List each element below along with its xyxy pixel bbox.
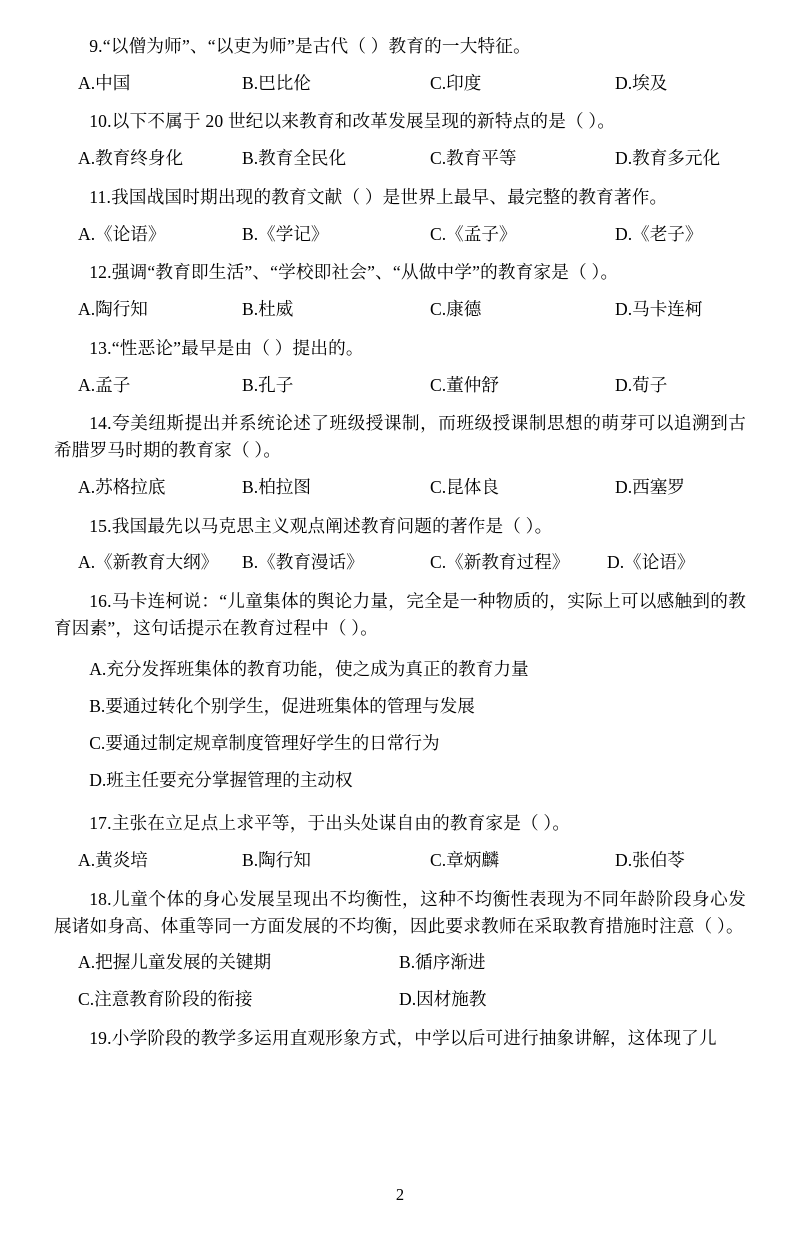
- question-item: [54, 254, 746, 327]
- question-item: [54, 179, 746, 252]
- question-item: [54, 28, 746, 101]
- question-stem: 15.我国最先以马克思主义观点阐述教育问题的著作是（ ）。: [89, 515, 553, 536]
- question-item: [54, 330, 746, 403]
- question-list: [54, 28, 746, 1057]
- option-d[interactable]: D.《论语》: [607, 552, 695, 573]
- option-d[interactable]: D.因材施教: [399, 989, 487, 1010]
- option-c[interactable]: C.昆体良: [430, 476, 499, 497]
- option-a[interactable]: A.教育终身化: [78, 148, 184, 169]
- question-item: [54, 508, 746, 581]
- option-row: [54, 981, 746, 1018]
- option-c[interactable]: C.《孟子》: [430, 223, 517, 244]
- page-number: 2: [395, 1185, 405, 1204]
- option-b[interactable]: B.教育全民化: [242, 148, 347, 169]
- question-item: [54, 103, 746, 176]
- question-item: [54, 881, 746, 1018]
- question-stem: 9.“以僧为师”、“以吏为师”是古代（ ）教育的一大特征。: [89, 36, 531, 56]
- question-item: [54, 405, 746, 505]
- option-a[interactable]: A.中国: [78, 72, 131, 93]
- option-b[interactable]: B.循序渐进: [399, 952, 486, 973]
- option-d[interactable]: D.埃及: [615, 72, 668, 93]
- question-stem: 10.以下不属于 20 世纪以来教育和改革发展呈现的新特点的是（ ）。: [89, 111, 616, 132]
- option-a[interactable]: A.把握儿童发展的关键期: [78, 952, 272, 973]
- question-stem: 14.夸美纽斯提出并系统论述了班级授课制，而班级授课制思想的萌芽可以追溯到古希腊罗马时期的教育家（ ）。: [54, 413, 746, 461]
- option-c[interactable]: C.要通过制定规章制度管理好学生的日常行为: [89, 732, 440, 753]
- option-b[interactable]: B.要通过转化个别学生，促进班集体的管理与发展: [89, 696, 475, 717]
- option-b[interactable]: B.杜威: [242, 299, 294, 320]
- option-a[interactable]: A.黄炎培: [78, 850, 148, 871]
- option-c[interactable]: C.康德: [430, 299, 482, 320]
- question-stem: 11.我国战国时期出现的教育文献（ ）是世界上最早、最完整的教育著作。: [89, 186, 668, 207]
- option-list: [54, 646, 746, 803]
- option-c[interactable]: C.教育平等: [430, 148, 517, 169]
- option-d[interactable]: D.西塞罗: [615, 476, 685, 497]
- question-stem: 17.主张在立足点上求平等，于出头处谋自由的教育家是（ ）。: [89, 813, 571, 834]
- option-a[interactable]: A.《论语》: [78, 223, 166, 244]
- option-b[interactable]: B.《教育漫话》: [242, 552, 364, 573]
- option-c[interactable]: C.注意教育阶段的衔接: [78, 989, 253, 1010]
- option-d[interactable]: D.班主任要充分掌握管理的主动权: [89, 769, 353, 790]
- option-row: [54, 469, 746, 506]
- option-d[interactable]: D.马卡连柯: [615, 299, 703, 320]
- option-a[interactable]: A.苏格拉底: [78, 476, 166, 497]
- option-d[interactable]: D.张伯苓: [615, 850, 685, 871]
- option-c[interactable]: C.《新教育过程》: [430, 552, 570, 573]
- question-item: [54, 1020, 746, 1057]
- option-b[interactable]: B.孔子: [242, 374, 294, 395]
- option-row: [54, 544, 746, 581]
- question-item: [54, 583, 746, 803]
- option-row: [54, 842, 746, 879]
- question-stem: 16.马卡连柯说：“儿童集体的舆论力量，完全是一种物质的，实际上可以感触到的教育因素”，这句话提示在教育过程中（ ）。: [54, 591, 746, 638]
- option-row: [54, 140, 746, 177]
- option-d[interactable]: D.教育多元化: [615, 148, 721, 169]
- option-d[interactable]: D.荀子: [615, 374, 668, 395]
- option-row: [54, 216, 746, 253]
- option-a[interactable]: A.孟子: [78, 374, 131, 395]
- option-c[interactable]: C.印度: [430, 72, 482, 93]
- option-b[interactable]: B.陶行知: [242, 850, 311, 871]
- option-a[interactable]: A.充分发挥班集体的教育功能，使之成为真正的教育力量: [89, 659, 529, 680]
- option-b[interactable]: B.巴比伦: [242, 72, 311, 93]
- option-b[interactable]: B.柏拉图: [242, 476, 311, 497]
- question-stem: 12.强调“教育即生活”、“学校即社会”、“从做中学”的教育家是（ ）。: [89, 262, 619, 283]
- option-row: [54, 65, 746, 102]
- option-row: [54, 367, 746, 404]
- option-row: [54, 944, 746, 981]
- question-item: [54, 805, 746, 878]
- option-row: [54, 291, 746, 328]
- option-c[interactable]: C.章炳麟: [430, 850, 499, 871]
- question-stem: 18.儿童个体的身心发展呈现出不均衡性，这种不均衡性表现为不同年龄阶段身心发展诸如身高、体重等同一方面发展的不均衡，因此要求教师在采取教育措施时注意（ ）。: [54, 888, 746, 936]
- option-a[interactable]: A.陶行知: [78, 299, 148, 320]
- option-d[interactable]: D.《老子》: [615, 223, 703, 244]
- question-stem: 19.小学阶段的教学多运用直观形象方式，中学以后可进行抽象讲解，这体现了儿: [89, 1027, 717, 1048]
- question-stem: 13.“性恶论”最早是由（ ）提出的。: [89, 337, 364, 358]
- option-a[interactable]: A.《新教育大纲》: [78, 552, 219, 573]
- option-c[interactable]: C.董仲舒: [430, 374, 499, 395]
- option-b[interactable]: B.《学记》: [242, 223, 329, 244]
